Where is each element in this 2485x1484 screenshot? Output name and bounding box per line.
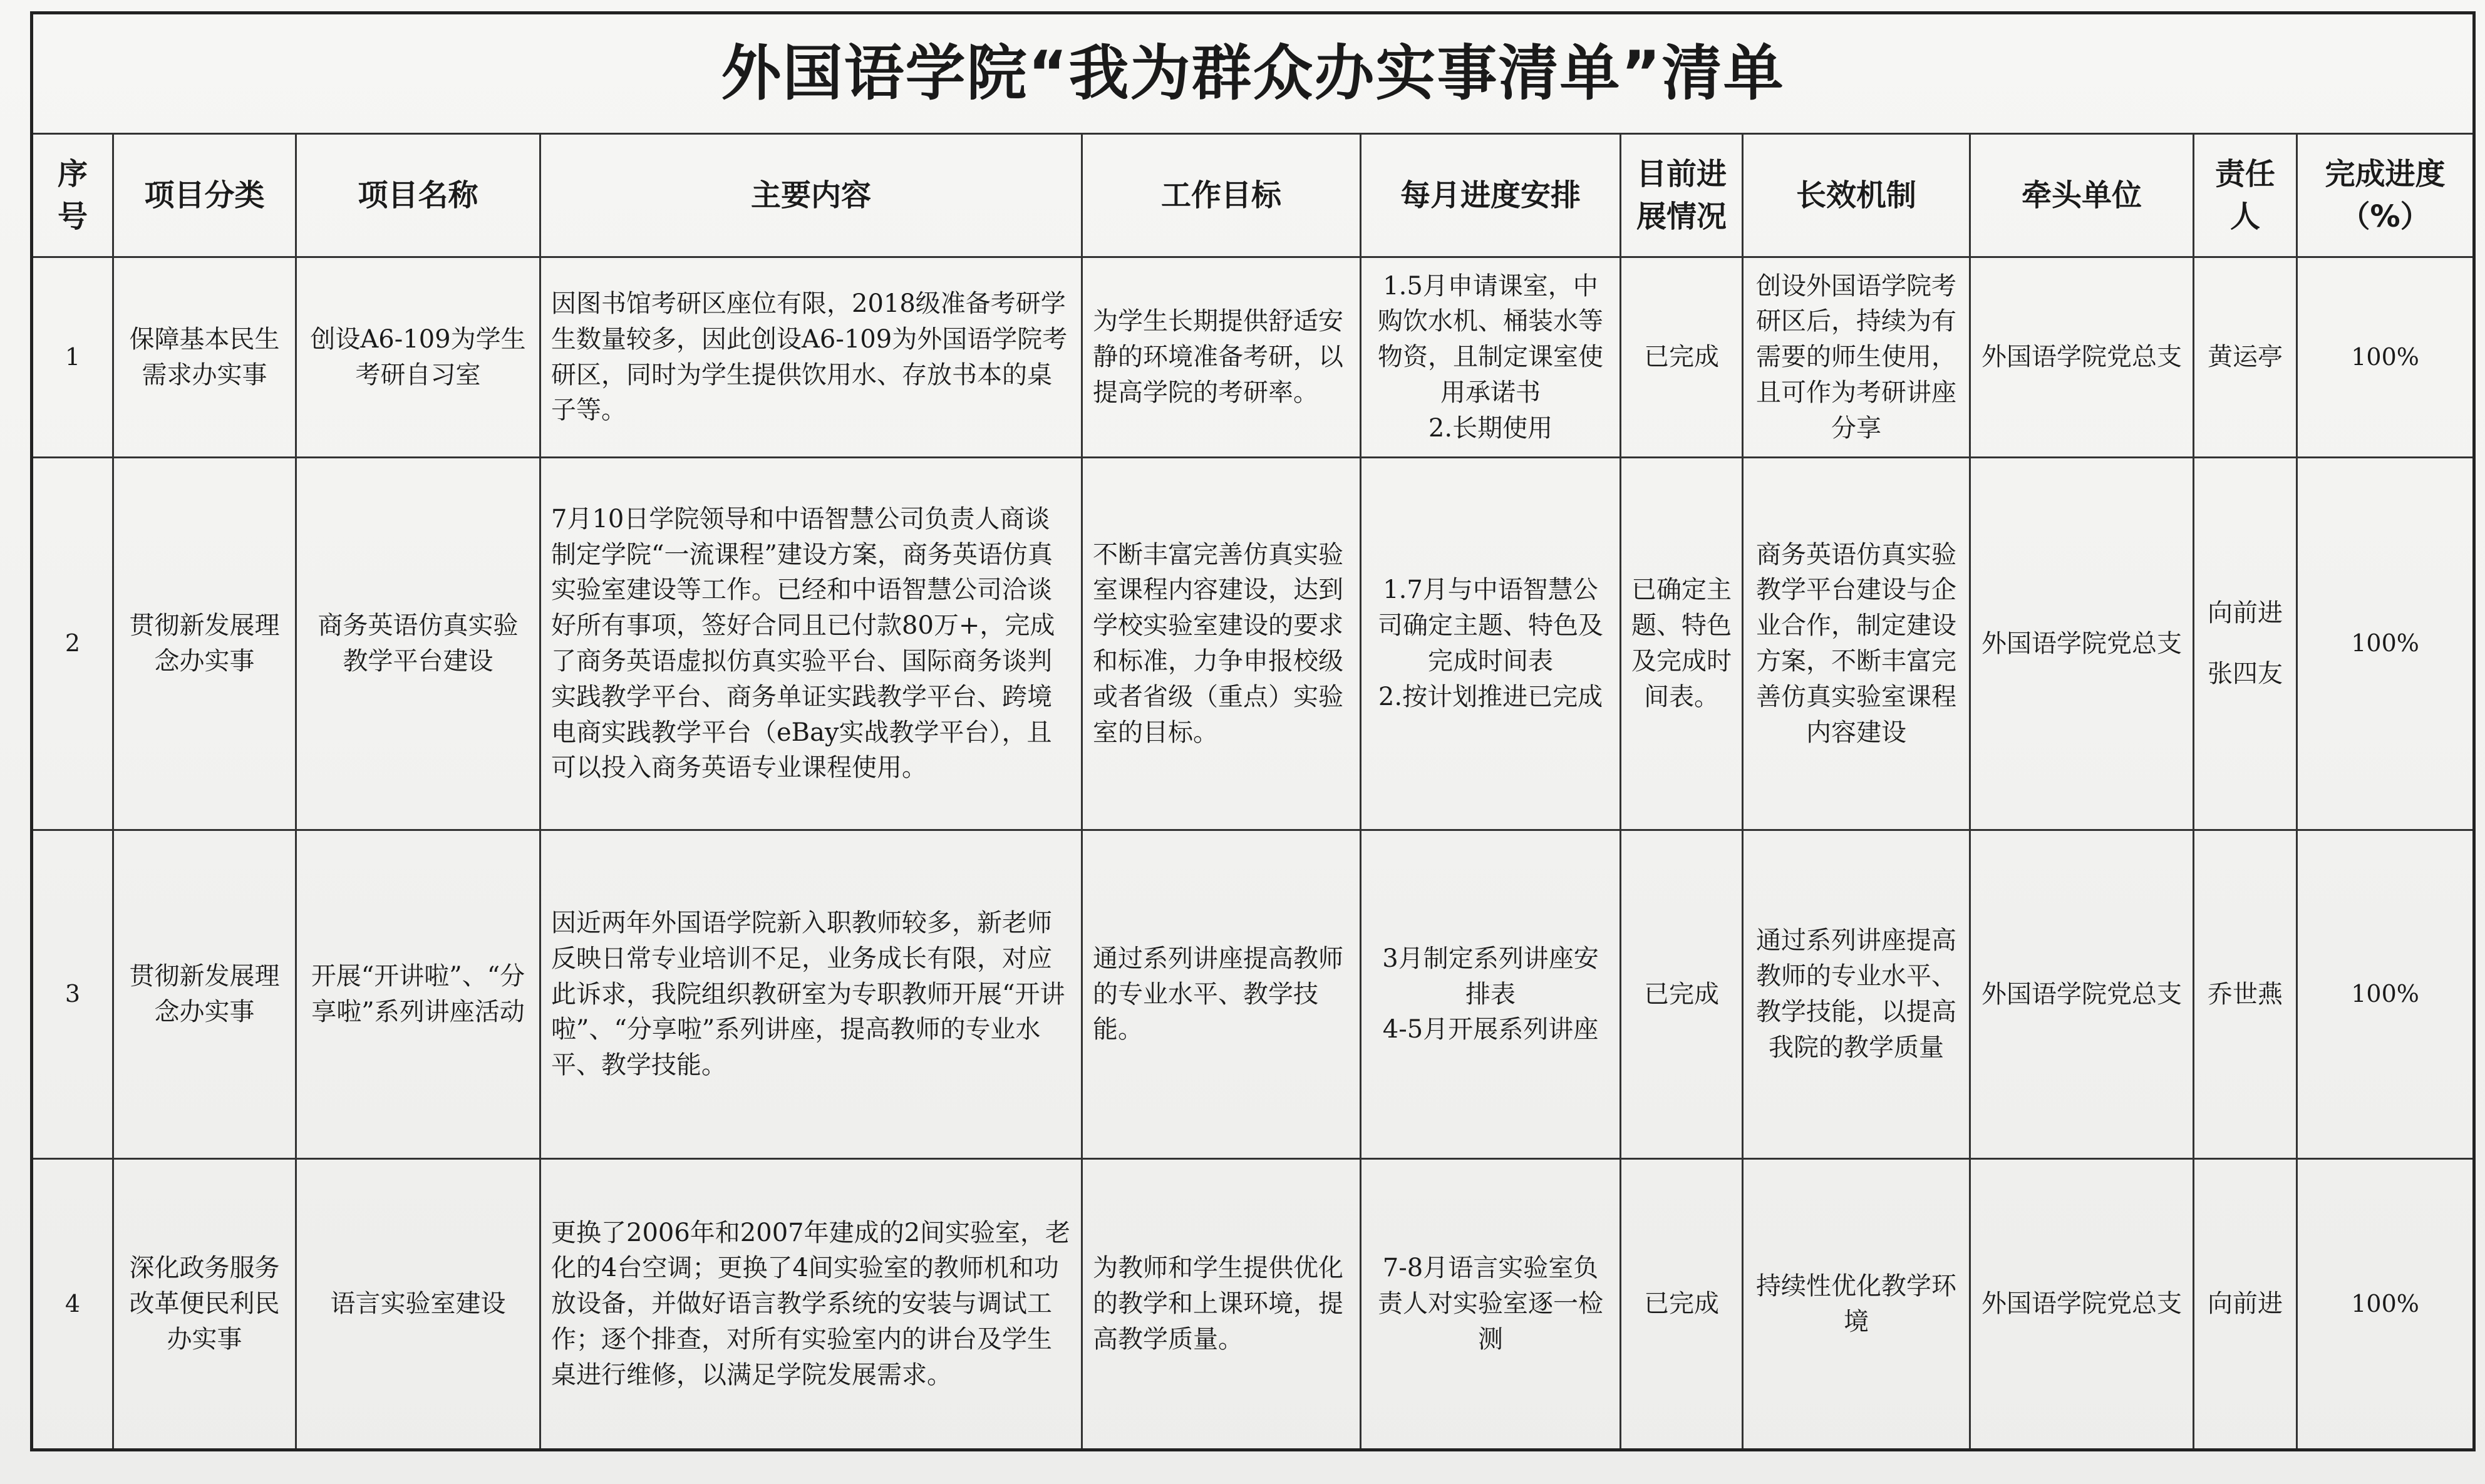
row-no: 4 [32,1159,113,1450]
row-status: 已完成 [1621,257,1743,458]
row-goal: 不断丰富完善仿真实验室课程内容建设，达到学校实验室建设的要求和标准，力争申报校级或者省级（重点）实验室的目标。 [1082,458,1361,830]
person-name: 向前进 [2208,1289,2283,1319]
row-name: 语言实验室建设 [296,1159,540,1450]
row-status: 已完成 [1621,830,1743,1159]
row-content: 更换了2006年和2007年建成的2间实验室，老化的4台空调；更换了4间实验室的教师机和功放设备，并做好语言教学系统的安装与调试工作；逐个排查，对所有实验室内的讲台及学生桌进行维修，以满足学院发展需求。 [540,1159,1082,1450]
row-name: 开展“开讲啦”、“分享啦”系列讲座活动 [296,830,540,1159]
row-schedule [1361,458,1621,830]
schedule-line: 1.7月与中语智慧公司确定主题、特色及完成时间表 [1378,575,1603,676]
row-lead: 外国语学院党总支 [1970,830,2194,1159]
row-goal: 为教师和学生提供优化的教学和上课环境，提高教学质量。 [1082,1159,1361,1450]
row-mechanism: 商务英语仿真实验教学平台建设与企业合作，制定建设方案，不断丰富完善仿真实验室课程内容建设 [1743,458,1970,830]
row-name: 创设A6-109为学生考研自习室 [296,257,540,458]
row-category: 贯彻新发展理念办实事 [113,830,296,1159]
row-progress: 100% [2297,1159,2474,1450]
row-mechanism: 创设外国语学院考研区后，持续为有需要的师生使用，且可作为考研讲座分享 [1743,257,1970,458]
row-progress: 100% [2297,458,2474,830]
row-mechanism: 通过系列讲座提高教师的专业水平、教学技能，以提高我院的教学质量 [1743,830,1970,1159]
header-lead: 牵头单位 [1970,134,2194,257]
row-no: 1 [32,257,113,458]
header-goal: 工作目标 [1082,134,1361,257]
schedule-line: 1.5月申请课室，中购饮水机、桶装水等物资，且制定课室使用承诺书 [1378,271,1603,407]
header-person: 责任人 [2194,134,2297,257]
row-content: 因近两年外国语学院新入职教师较多，新老师反映日常专业培训不足，业务成长有限，对应此诉求，我院组织教研室为专职教师开展“开讲啦”、“分享啦”系列讲座，提高教师的专业水平、教学技能。 [540,830,1082,1159]
task-list-table [30,11,2476,1451]
row-schedule [1361,257,1621,458]
row-category: 深化政务服务改革便民利民办实事 [113,1159,296,1450]
header-schedule: 每月进度安排 [1361,134,1621,257]
row-schedule [1361,830,1621,1159]
schedule-line: 2.长期使用 [1428,413,1553,443]
page-title: 外国语学院“我为群众办实事清单”清单 [32,13,2474,134]
header-content: 主要内容 [540,134,1082,257]
table-row [32,458,2474,830]
header-name: 项目名称 [296,134,540,257]
row-content: 7月10日学院领导和中语智慧公司负责人商谈制定学院“一流课程”建设方案，商务英语仿真实验室建设等工作。已经和中语智慧公司洽谈好所有事项，签好合同且已付款80万+，完成了商务英语虚拟仿真实验平台、国际商务谈判实践教学平台、商务单证实践教学平台、跨境电商实践教学平台（eBay实战教学平台），且可以投入商务英语专业课程使用。 [540,458,1082,830]
header-category: 项目分类 [113,134,296,257]
header-progress: 完成进度（%） [2297,134,2474,257]
row-goal: 通过系列讲座提高教师的专业水平、教学技能。 [1082,830,1361,1159]
row-no: 3 [32,830,113,1159]
header-no: 序号 [32,134,113,257]
row-schedule [1361,1159,1621,1450]
row-category: 保障基本民生需求办实事 [113,257,296,458]
schedule-line: 7-8月语言实验室负责人对实验室逐一检测 [1378,1254,1603,1354]
row-person [2194,830,2297,1159]
header-row [32,134,2474,257]
row-mechanism: 持续性优化教学环境 [1743,1159,1970,1450]
row-content: 因图书馆考研区座位有限，2018级准备考研学生数量较多，因此创设A6-109为外国语学院考研区，同时为学生提供饮用水、存放书本的桌子等。 [540,257,1082,458]
row-status: 已确定主题、特色及完成时间表。 [1621,458,1743,830]
row-no: 2 [32,458,113,830]
row-goal: 为学生长期提供舒适安静的环境准备考研，以提高学院的考研率。 [1082,257,1361,458]
row-lead: 外国语学院党总支 [1970,257,2194,458]
row-status: 已完成 [1621,1159,1743,1450]
person-name: 向前进 [2208,599,2283,628]
table-row [32,1159,2474,1450]
row-name: 商务英语仿真实验教学平台建设 [296,458,540,830]
person-name: 张四友 [2208,659,2283,688]
table-row [32,257,2474,458]
schedule-line: 2.按计划推进已完成 [1378,682,1603,711]
row-lead: 外国语学院党总支 [1970,458,2194,830]
row-person [2194,257,2297,458]
row-progress: 100% [2297,830,2474,1159]
header-mechanism: 长效机制 [1743,134,1970,257]
row-person [2194,1159,2297,1450]
row-category: 贯彻新发展理念办实事 [113,458,296,830]
header-status: 目前进展情况 [1621,134,1743,257]
person-name: 黄运亭 [2208,343,2283,372]
row-progress: 100% [2297,257,2474,458]
row-person [2194,458,2297,830]
person-name: 乔世燕 [2208,979,2283,1009]
schedule-line: 4-5月开展系列讲座 [1382,1015,1599,1044]
row-lead: 外国语学院党总支 [1970,1159,2194,1450]
table-row [32,830,2474,1159]
schedule-line: 3月制定系列讲座安排表 [1382,944,1599,1009]
